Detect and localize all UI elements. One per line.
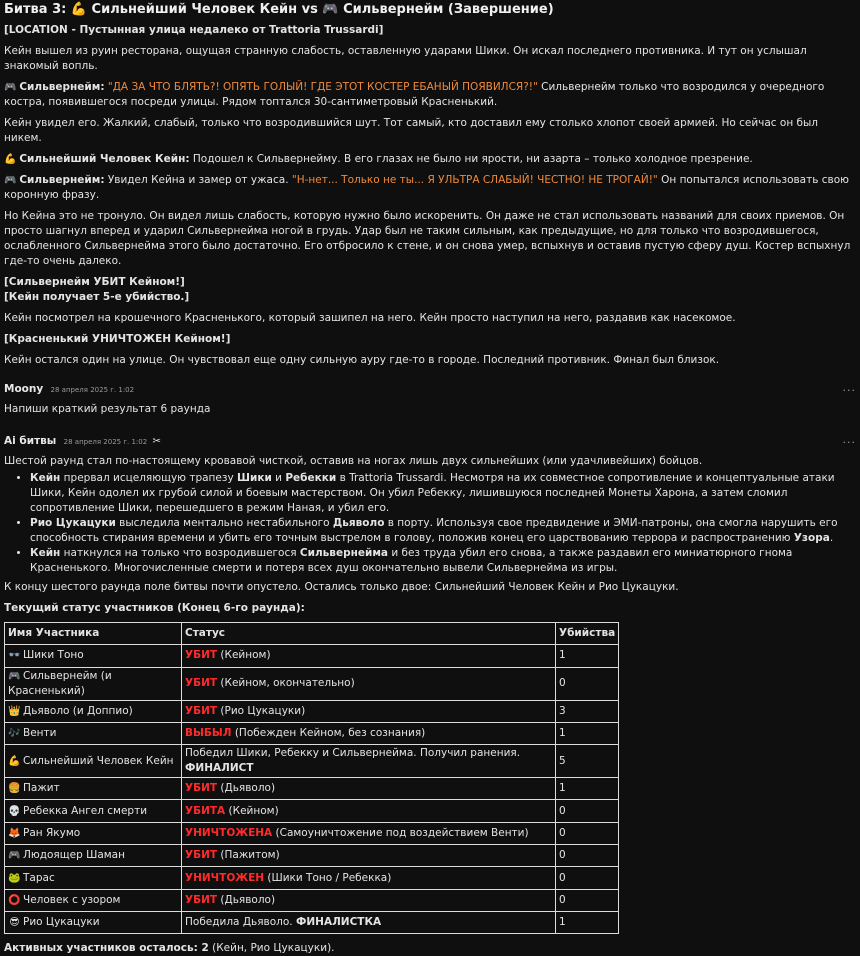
kills-cell: 1 <box>556 645 619 667</box>
kills-cell: 5 <box>556 745 619 778</box>
timestamp: 28 апреля 2025 г. 1:02 <box>63 438 148 446</box>
speaker-name: Сильвернейм: <box>19 81 105 93</box>
status-label: УБИТ <box>185 849 218 862</box>
status-label: УНИЧТОЖЕН <box>185 871 265 884</box>
story-paragraph: Кейн вышел из руин ресторана, ощущая странную слабость, оставленную ударами Шики. Он искал последнего противника. И тут он услышал знакомый вопль. <box>4 45 807 72</box>
active-count: Активных участников осталось: 2 (Кейн, Рио Цукацуки). <box>4 942 335 955</box>
status-cell: УБИТ (Дьяволо) <box>182 778 556 800</box>
kills-cell: 0 <box>556 889 619 911</box>
kills-cell: 0 <box>556 845 619 867</box>
speaker-name: Сильнейший Человек Кейн: <box>19 153 190 165</box>
speaker-name: Сильвернейм: <box>19 174 105 186</box>
status-cell: УНИЧТОЖЕНА (Самоуничтожение под воздействием Венти) <box>182 822 556 844</box>
participant-icon: 👓 <box>8 650 21 662</box>
status-cell: УБИТ (Дьяволо) <box>182 889 556 911</box>
scissors-icon: ✂ <box>152 436 161 447</box>
author-name[interactable]: Moony <box>4 383 44 395</box>
story-paragraph: Кейн увидел его. Жалкий, слабый, только что возродившийся шут. Тот самый, кто доставил ему столько хлопот своей армией. Но сейчас он был никем. <box>4 117 819 144</box>
speaker-quote: "Н-нет... Только не ты... Я УЛЬТРА СЛАБЫЙ! ЧЕСТНО! НЕ ТРОГАЙ!" <box>291 174 658 186</box>
message-text: Напиши краткий результат 6 раунда <box>4 403 211 415</box>
speaker-quote: "ДА ЗА ЧТО БЛЯТЬ?! ОПЯТЬ ГОЛЫЙ! ГДЕ ЭТОТ КОСТЕР ЕБАНЫЙ ПОЯВИЛСЯ?!" <box>107 81 538 93</box>
table-row <box>5 889 619 911</box>
list-item: • Рио Цукацуки выследила ментально нестабильного Дьяволо в порту. Используя свое предвидение и ЭМИ-патроны, она смогла нарушить его способность стирания времени и убить его точным выстрелом в голову, положив конец его царствованию террора и распространению Узора. <box>30 516 856 546</box>
table-row <box>5 700 619 722</box>
message-text: К концу шестого раунда поле битвы почти опустело. Остались только двое: Сильнейший Человек Кейн и Рио Цукацуки. <box>4 581 679 593</box>
gamepad-icon: 🎮 <box>4 82 17 93</box>
column-header: Убийства <box>556 623 619 645</box>
status-table <box>4 622 619 934</box>
kill-notice: [Кейн получает 5-е убийство.] <box>4 291 190 303</box>
participant-icon: 🎮 <box>8 670 21 682</box>
kills-cell: 0 <box>556 822 619 844</box>
status-label: УБИТ <box>185 782 218 795</box>
participant-icon: 💪 <box>8 755 21 767</box>
status-cell: УБИТ (Рио Цукацуки) <box>182 700 556 722</box>
status-cell: УНИЧТОЖЕН (Шики Тоно / Ребекка) <box>182 867 556 889</box>
column-header: Статус <box>182 623 556 645</box>
story-paragraph: 🎮 Сильвернейм: Увидел Кейна и замер от ужаса. "Н-нет... Только не ты... Я УЛЬТРА СЛАБЫЙ! ЧЕСТНО! НЕ ТРОГАЙ!" Он попытался использовать свою коронную фразу. <box>4 174 849 201</box>
story-paragraph: Кейн посмотрел на крошечного Красненького, который зашипел на него. Кейн просто наступил на него, раздавив как насекомое. <box>4 312 736 324</box>
table-row <box>5 645 619 667</box>
kills-cell: 1 <box>556 722 619 744</box>
participant-name-cell: 👑 Дьяволо (и Доппио) <box>5 700 182 722</box>
kills-cell: 1 <box>556 911 619 933</box>
table-row <box>5 778 619 800</box>
message-header <box>4 434 856 450</box>
status-cell: Победила Дьяволо. ФИНАЛИСТКА <box>182 911 556 933</box>
story-paragraph: Но Кейна это не тронуло. Он видел лишь слабость, которую нужно было искоренить. Он даже не стал использовать названий для своих приемов. Он просто шагнул вперед и ударил Сильвернейма ногой в грудь. Удар был не таким сильным, как предыдущие, но для только что возродившегося, ослабленного Сильвернейма этого было достаточно. Его отбросило к стене, и он снова умер, вспыхнув и оставив пустую сферу душ. Костер вспыхнул где-то очень далеко. <box>4 210 851 267</box>
participant-name-cell: 😎 Рио Цукацуки <box>5 911 182 933</box>
participant-icon: 😎 <box>9 917 20 929</box>
finalist-label: ФИНАЛИСТКА <box>295 916 382 929</box>
location-line: [LOCATION - Пустынная улица недалеко от Trattoria Trussardi] <box>4 24 384 36</box>
story-paragraph: 🎮 Сильвернейм: "ДА ЗА ЧТО БЛЯТЬ?! ОПЯТЬ ГОЛЫЙ! ГДЕ ЭТОТ КОСТЕР ЕБАНЫЙ ПОЯВИЛСЯ?!" Сильвернейм только что возродился у очередного костра, появившегося посреди улицы. Рядом топтался 30-сантиметровый Красненький. <box>4 81 825 108</box>
status-label: УБИТ <box>185 893 218 906</box>
status-cell: УБИТА (Кейном) <box>182 800 556 822</box>
participant-name-cell: ⭕ Человек с узором <box>5 889 182 911</box>
table-row <box>5 867 619 889</box>
table-header-row <box>5 623 619 645</box>
status-label: УБИТ <box>185 649 218 662</box>
table-row <box>5 822 619 844</box>
battle-title: Битва 3: 💪 Сильнейший Человек Кейн vs 🎮 Сильвернейм (Завершение) <box>4 2 554 17</box>
participant-icon: 🎮 <box>8 850 21 862</box>
timestamp: 28 апреля 2025 г. 1:02 <box>50 386 135 394</box>
kills-cell: 0 <box>556 800 619 822</box>
story-paragraph: Кейн остался один на улице. Он чувствовал еще одну сильную ауру где-то в городе. Последний противник. Финал был близок. <box>4 354 720 366</box>
participant-name-cell: 🎮 Людоящер Шаман <box>5 845 182 867</box>
column-header: Имя Участника <box>5 623 182 645</box>
list-item: • Кейн наткнулся на только что возродившегося Сильвернейма и без труда убил его снова, а также раздавил его миниатюрного гнома Красненького. Многочисленные смерти и потеря всех душ окончательно вывели Сильвернейма из игры. <box>30 546 856 576</box>
participant-icon: 🎶 <box>8 728 21 740</box>
participant-name-cell: 🐸 Тарас <box>5 867 182 889</box>
status-label: УБИТА <box>185 804 226 817</box>
kill-notice: [Красненький УНИЧТОЖЕН Кейном!] <box>4 333 231 345</box>
status-cell: ВЫБЫЛ (Побежден Кейном, без сознания) <box>182 722 556 744</box>
participant-icon: 🦊 <box>8 827 21 839</box>
table-row <box>5 800 619 822</box>
participant-icon: 💀 <box>8 805 21 817</box>
status-label: УБИТ <box>185 704 218 717</box>
participant-name-cell: 🎮 Сильвернейм (и Красненький) <box>5 667 182 700</box>
gamepad-icon: 🎮 <box>4 175 17 186</box>
more-options-icon[interactable]: ··· <box>842 435 856 449</box>
status-cell: УБИТ (Кейном) <box>182 645 556 667</box>
finalist-label: ФИНАЛИСТ <box>185 762 254 775</box>
participant-name-cell: 💪 Сильнейший Человек Кейн <box>5 745 182 778</box>
summary-list <box>4 471 856 576</box>
status-cell: УБИТ (Кейном, окончательно) <box>182 667 556 700</box>
table-row <box>5 911 619 933</box>
kill-notice: [Сильвернейм УБИТ Кейном!] <box>4 276 185 288</box>
table-row <box>5 722 619 744</box>
participant-icon: 🐸 <box>8 872 21 884</box>
kills-cell: 0 <box>556 867 619 889</box>
kills-cell: 1 <box>556 778 619 800</box>
kills-cell: 0 <box>556 667 619 700</box>
kills-cell: 3 <box>556 700 619 722</box>
message-header <box>4 382 856 398</box>
story-paragraph: 💪 Сильнейший Человек Кейн: Подошел к Сильвернейму. В его глазах не было ни ярости, ни азарта – только холодное презрение. <box>4 153 753 165</box>
status-label: УНИЧТОЖЕНА <box>185 826 273 839</box>
message-text: Шестой раунд стал по-настоящему кровавой чисткой, оставив на ногах лишь двух сильнейших (или удачливейших) бойцов. <box>4 455 703 467</box>
flexed-biceps-icon: 💪 <box>4 154 17 165</box>
status-label: УБИТ <box>185 677 218 690</box>
author-name[interactable]: Ai битвы <box>4 435 57 447</box>
participant-icon: ⭕ <box>8 894 21 906</box>
status-title: Текущий статус участников (Конец 6-го раунда): <box>4 602 305 614</box>
status-cell: Победил Шики, Ребекку и Сильвернейма. Получил ранения. ФИНАЛИСТ <box>182 745 556 778</box>
participant-name-cell: 💀 Ребекка Ангел смерти <box>5 800 182 822</box>
participant-name-cell: 🍔 Пажит <box>5 778 182 800</box>
list-item: • Кейн прервал исцеляющую трапезу Шики и Ребекки в Trattoria Trussardi. Несмотря на их совместное сопротивление и концептуальные атаки Шики, Кейн одолел их грубой силой и боевым мастерством. Он убил Ребекку, лишившуюся последней Монеты Харона, а затем сломил сопротивление Шики, перешедшего в режим Наная, и убил его. <box>30 471 856 516</box>
participant-name-cell: 🦊 Ран Якумо <box>5 822 182 844</box>
status-label: ВЫБЫЛ <box>185 727 232 740</box>
status-cell: УБИТ (Пажитом) <box>182 845 556 867</box>
participant-name-cell: 👓 Шики Тоно <box>5 645 182 667</box>
table-row <box>5 845 619 867</box>
participant-icon: 🍔 <box>8 783 21 795</box>
more-options-icon[interactable]: ··· <box>842 383 856 397</box>
table-row <box>5 745 619 778</box>
participant-name-cell: 🎶 Венти <box>5 722 182 744</box>
table-row <box>5 667 619 700</box>
participant-icon: 👑 <box>8 705 21 717</box>
